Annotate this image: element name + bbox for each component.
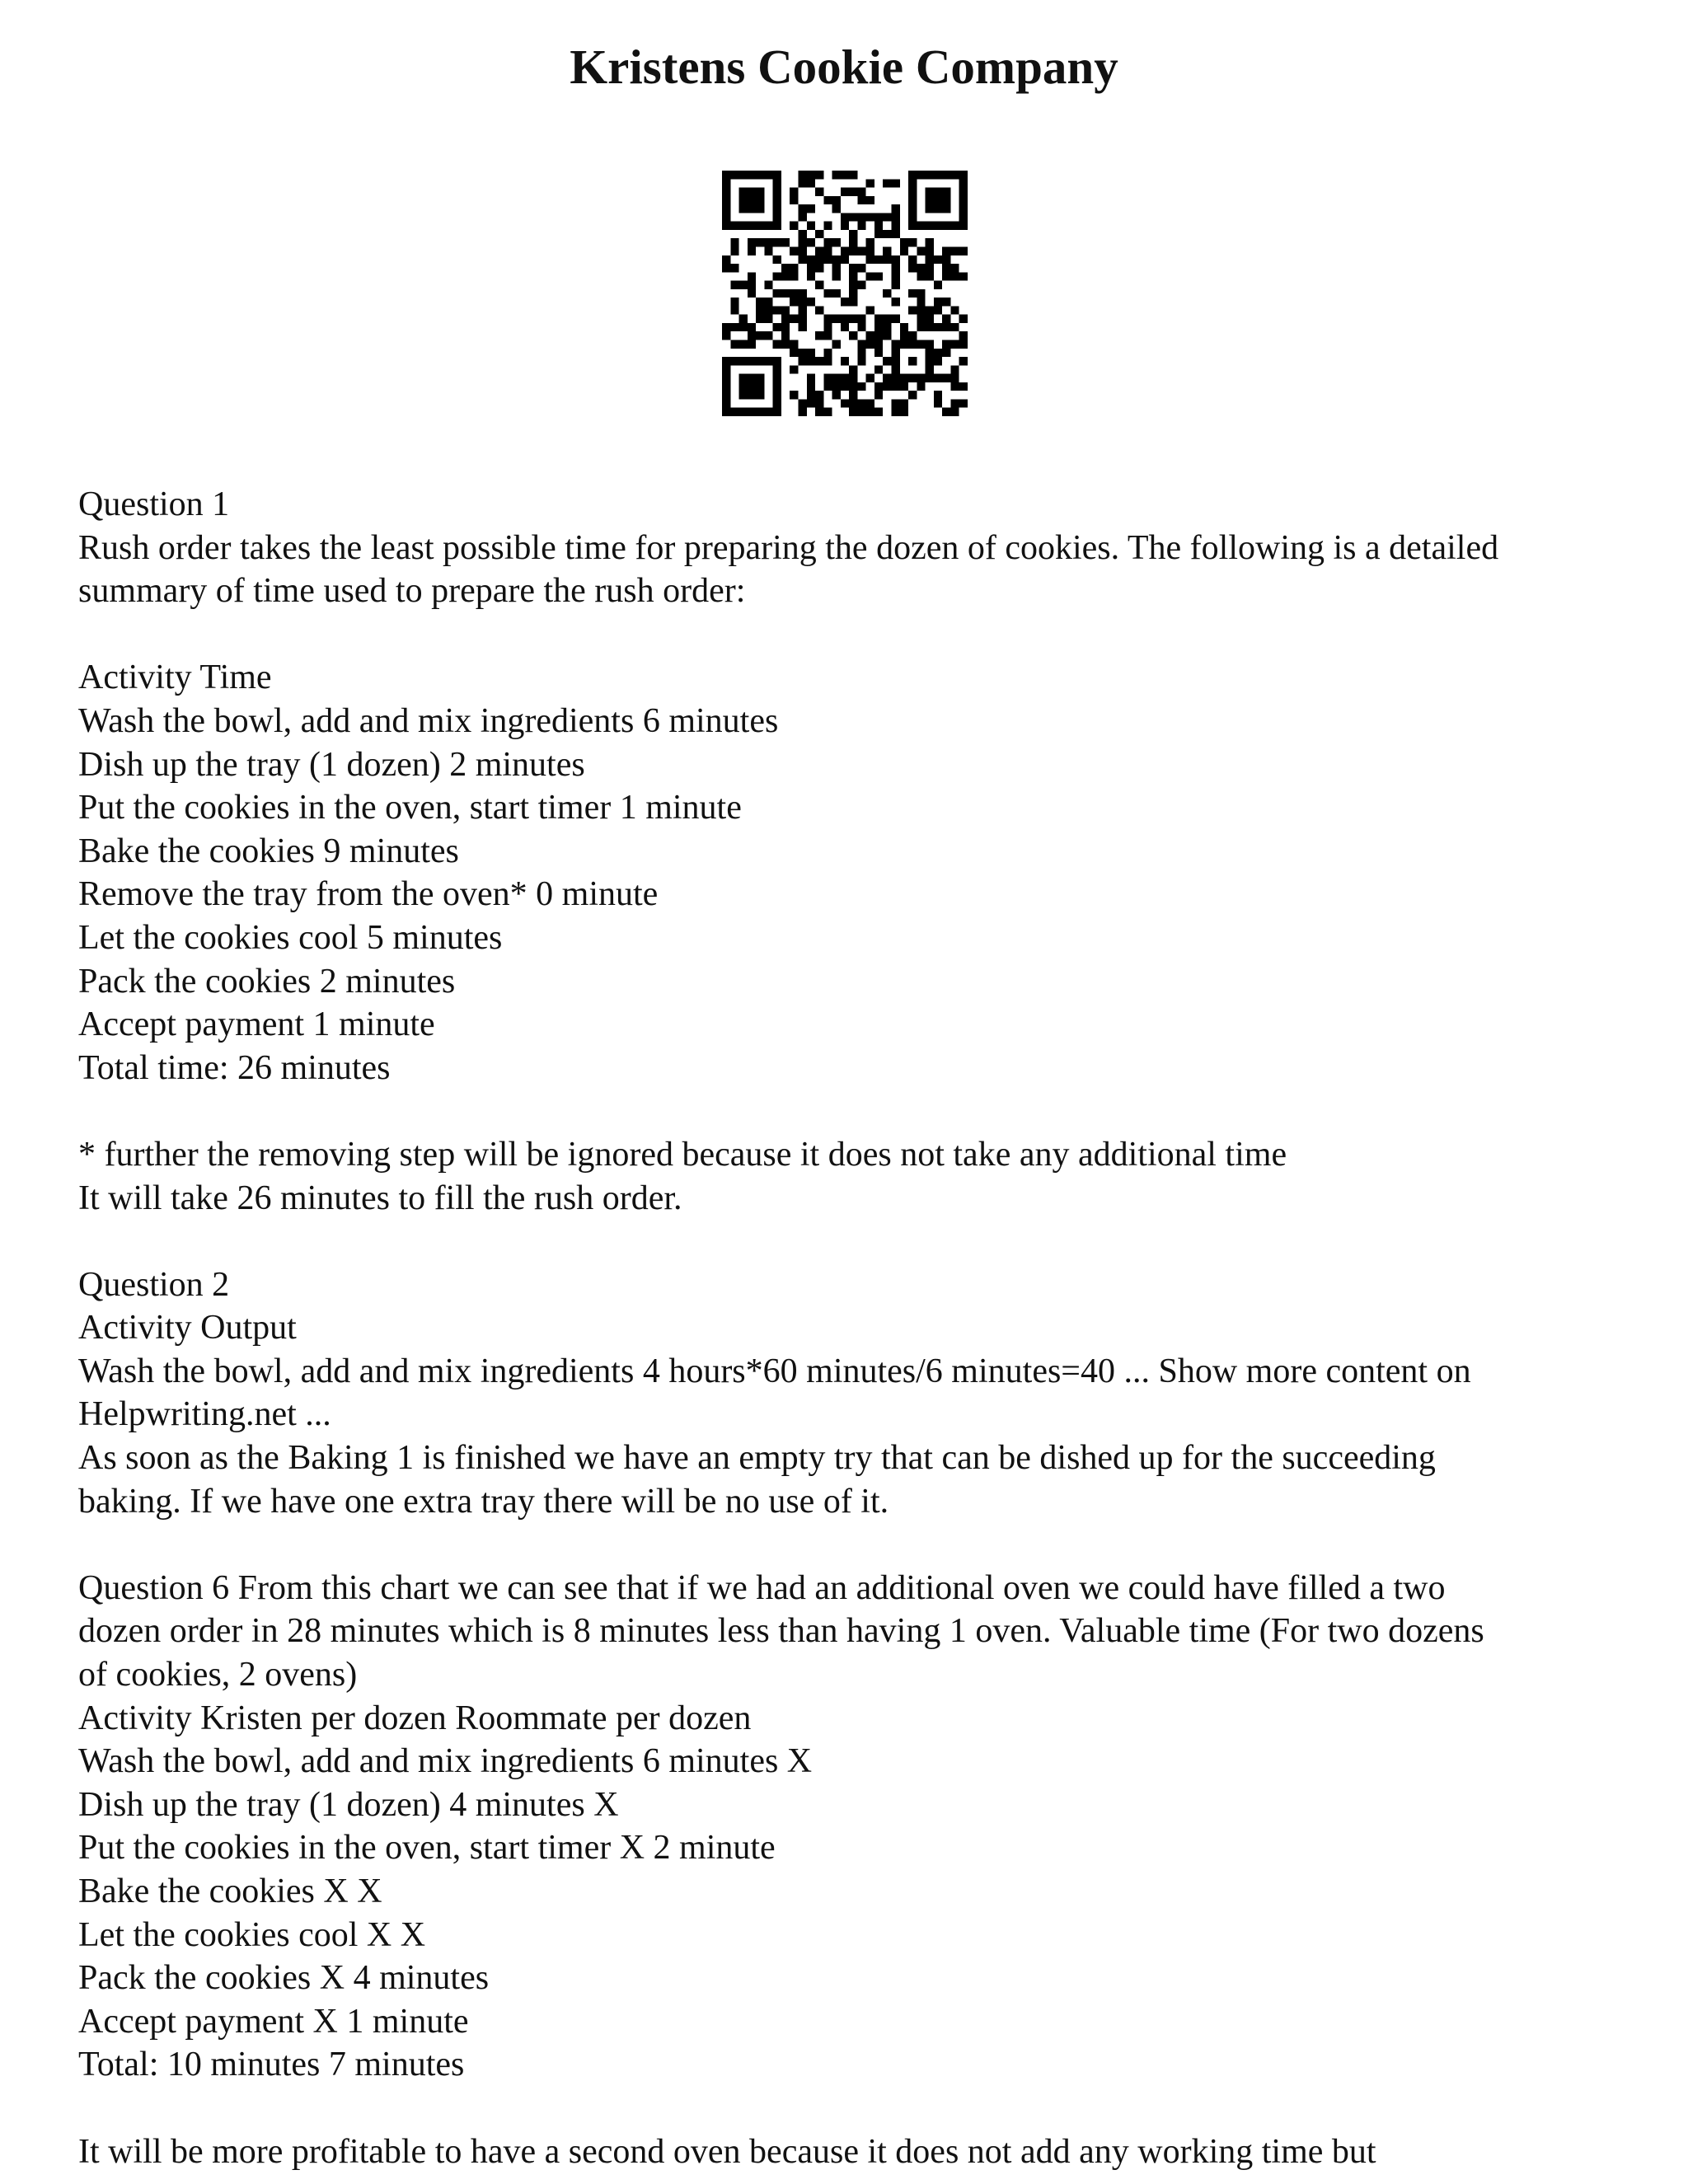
text-line: Total: 10 minutes 7 minutes bbox=[78, 2046, 465, 2084]
text-line: Put the cookies in the oven, start timer 1 minute bbox=[78, 789, 742, 827]
text-line: Bake the cookies 9 minutes bbox=[78, 832, 459, 870]
text-line: Wash the bowl, add and mix ingredients 6 minutes X bbox=[78, 1742, 813, 1781]
text-line: Activity Kristen per dozen Roommate per dozen bbox=[78, 1699, 752, 1737]
text-line: As soon as the Baking 1 is finished we have an empty try that can be dished up for the succeeding bbox=[78, 1439, 1436, 1478]
text-line: Activity Output bbox=[78, 1309, 297, 1347]
blank-line bbox=[78, 2087, 1644, 2130]
text-line: Accept payment 1 minute bbox=[78, 1005, 435, 1044]
text-line: Rush order takes the least possible time for preparing the dozen of cookies. The following is a detailed bbox=[78, 528, 1499, 567]
text-line: It will be more profitable to have a second oven because it does not add any working time but bbox=[78, 2132, 1376, 2171]
text-line: Accept payment X 1 minute bbox=[78, 2002, 469, 2041]
text-line: Dish up the tray (1 dozen) 4 minutes X bbox=[78, 1785, 619, 1824]
text-line: Dish up the tray (1 dozen) 2 minutes bbox=[78, 745, 585, 784]
text-line: Total time: 26 minutes bbox=[78, 1048, 391, 1087]
text-line: Put the cookies in the oven, start timer X 2 minute bbox=[78, 1829, 776, 1868]
blank-line bbox=[78, 1090, 1644, 1133]
text-line: of cookies, 2 ovens) bbox=[78, 1656, 358, 1694]
text-line: summary of time used to prepare the rush order: bbox=[78, 572, 746, 611]
text-line: It will take 26 minutes to fill the rush order. bbox=[78, 1179, 682, 1217]
text-line: Pack the cookies 2 minutes bbox=[78, 962, 456, 1001]
text-line: Bake the cookies X X bbox=[78, 1872, 382, 1910]
blank-line bbox=[78, 1523, 1644, 1567]
text-line: Remove the tray from the oven* 0 minute bbox=[78, 875, 659, 914]
blank-line bbox=[78, 1220, 1644, 1263]
text-line: Wash the bowl, add and mix ingredients 4 hours*60 minutes/6 minutes=40 ... Show more content on bbox=[78, 1352, 1471, 1390]
page-title: Kristens Cookie Company bbox=[570, 40, 1118, 94]
text-line: Question 6 From this chart we can see that if we had an additional oven we could have filled a two bbox=[78, 1568, 1446, 1607]
text-line: Activity Time bbox=[78, 658, 272, 697]
text-line: dozen order in 28 minutes which is 8 minutes less than having 1 oven. Valuable time (For two dozens bbox=[78, 1612, 1484, 1651]
text-line: Question 1 bbox=[78, 485, 230, 523]
text-line: baking. If we have one extra tray there will be no use of it. bbox=[78, 1482, 889, 1521]
document-body bbox=[78, 483, 1644, 2173]
qr-code-icon bbox=[722, 171, 968, 416]
text-line: Question 2 bbox=[78, 1265, 230, 1304]
text-line: Let the cookies cool 5 minutes bbox=[78, 918, 503, 957]
text-line: Let the cookies cool X X bbox=[78, 1915, 426, 1954]
text-line: * further the removing step will be ignored because it does not take any additional time bbox=[78, 1135, 1287, 1174]
text-line: Pack the cookies X 4 minutes bbox=[78, 1959, 490, 1998]
blank-line bbox=[78, 613, 1644, 657]
text-line: Wash the bowl, add and mix ingredients 6 minutes bbox=[78, 701, 779, 740]
text-line: Helpwriting.net ... bbox=[78, 1395, 331, 1434]
